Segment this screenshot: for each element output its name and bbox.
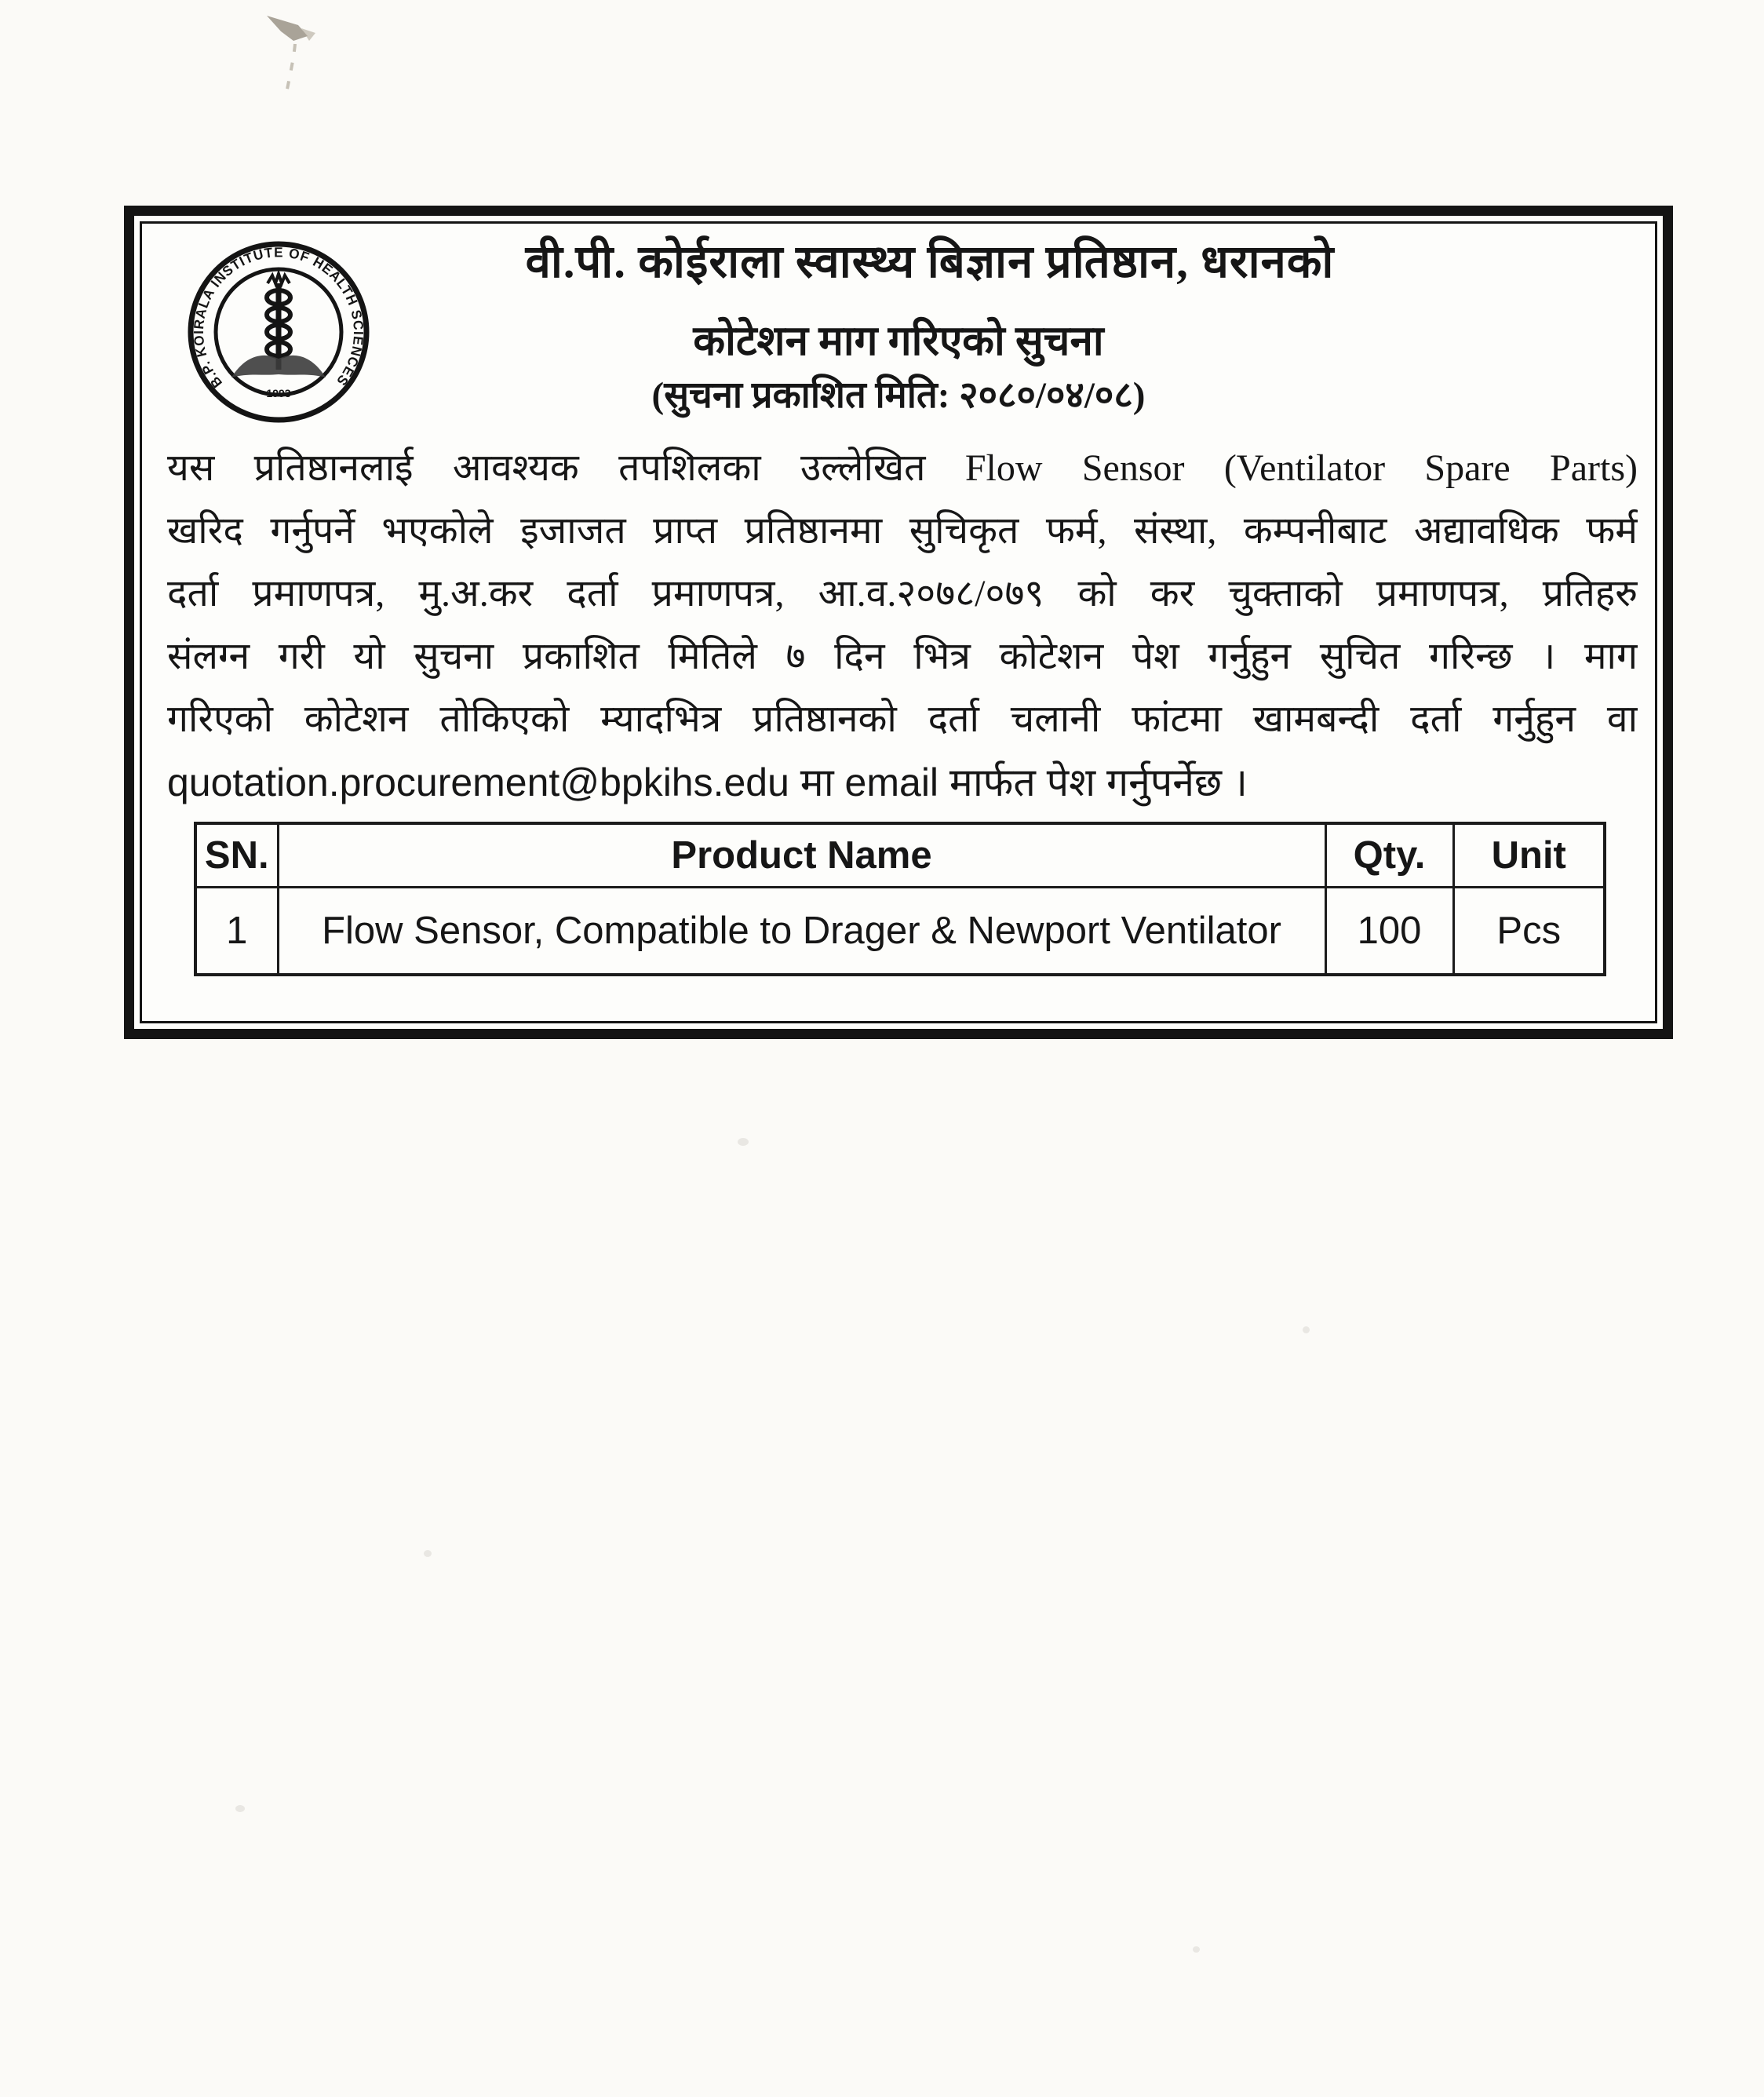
cell-product-name: Flow Sensor, Compatible to Drager & Newport Ventilator [278, 888, 1325, 976]
scan-artifact [250, 5, 336, 122]
notice-frame-inner [140, 221, 1657, 1023]
notice-frame [124, 206, 1673, 1039]
cell-unit: Pcs [1453, 888, 1605, 976]
scan-speck [1303, 1326, 1310, 1333]
scan-speck [235, 1805, 245, 1812]
body-line-4: संलग्न गरी यो सुचना प्रकाशित मितिले ७ दिन भित्र कोटेशन पेश गर्नुहुन सुचित गरिन्छ । माग [167, 636, 1638, 677]
published-date-line: (सुचना प्रकाशित मिति: २०८०/०४/०८) [651, 375, 1146, 416]
body-line-3: दर्ता प्रमाणपत्र, मु.अ.कर दर्ता प्रमाणपत्र, आ.व.२०७८/०७९ को कर चुक्ताको प्रमाणपत्र, प्रतिहरु [167, 573, 1638, 615]
col-header-unit: Unit [1453, 823, 1605, 888]
cell-sn: 1 [195, 888, 278, 976]
notice-body [167, 437, 1638, 814]
col-header-sn: SN. [195, 823, 278, 888]
body-line-2: खरिद गर्नुपर्ने भएकोले इजाजत प्राप्त प्रतिष्ठानमा सुचिकृत फर्म, संस्था, कम्पनीबाट अद्यावधिक फर्म [167, 510, 1638, 552]
cell-qty: 100 [1325, 888, 1453, 976]
body-line-1: यस प्रतिष्ठानलाई आवश्यक तपशिलका उल्लेखित Flow Sensor (Ventilator Spare Parts) [167, 447, 1638, 489]
scan-speck [738, 1138, 749, 1146]
body-line-5: गरिएको कोटेशन तोकिएको म्यादभित्र प्रतिष्ठानको दर्ता चलानी फांटमा खामबन्दी दर्ता गर्नुहुन वा [167, 698, 1638, 740]
logo-ring-text: B.P. KOIRALA INSTITUTE OF HEALTH SCIENCES [190, 244, 367, 392]
scan-speck [424, 1550, 432, 1557]
table-row [195, 888, 1605, 976]
items-table [194, 822, 1606, 976]
col-header-qty: Qty. [1325, 823, 1453, 888]
body-line-email: quotation.procurement@bpkihs.edu मा email मार्फत पेश गर्नुपर्नेछ । [167, 760, 1248, 804]
items-table-header-row [195, 823, 1605, 888]
scan-speck [1193, 1946, 1200, 1953]
org-title: वी.पी. कोईराला स्वास्थ्य बिज्ञान प्रतिष्ठान, धरानको [525, 236, 1335, 287]
col-header-product-name: Product Name [278, 823, 1325, 888]
notice-title: कोटेशन माग गरिएको सुचना [693, 319, 1104, 364]
logo-year: 1993 [266, 387, 291, 399]
